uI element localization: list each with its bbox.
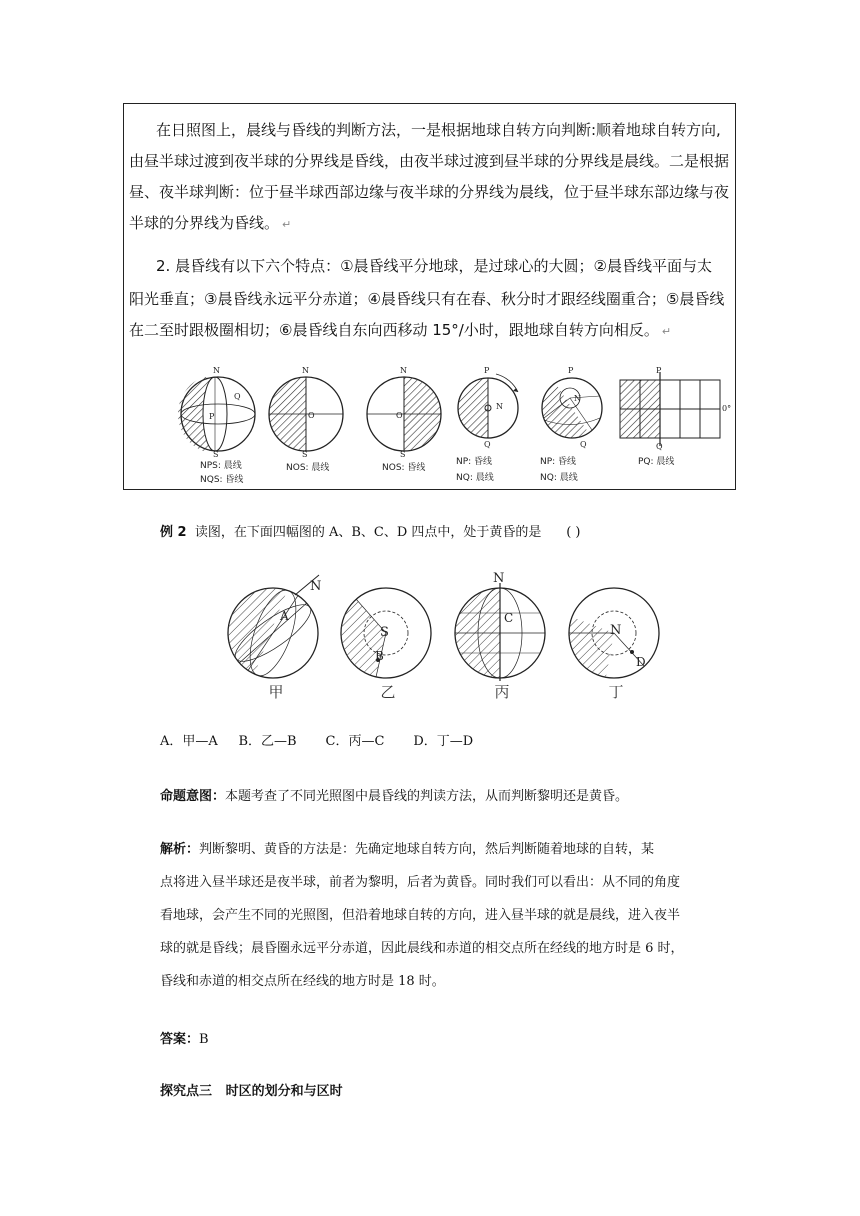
letter-p: P [656, 366, 662, 375]
globe-diagram [366, 366, 446, 456]
section-title: 时区的划分和与区时 [225, 1084, 343, 1099]
point-label: D [636, 655, 646, 669]
intent-paragraph [160, 785, 628, 804]
letter-p: P [568, 366, 574, 375]
figure-nos-2 [366, 366, 446, 488]
terminator-figures [176, 366, 736, 488]
letter-s: S [400, 450, 406, 459]
option-c: C．丙—C [325, 734, 385, 749]
globe-name: 甲 [268, 683, 284, 701]
example-question [160, 521, 581, 540]
globe-jia [226, 571, 326, 705]
analysis-line: 点将进入昼半球还是夜半球，前者为黎明，后者为黄昏。同时我们可以看出：从不同的角度 [160, 875, 681, 890]
letter-q: Q [484, 440, 491, 449]
caption: PQ: 晨线 [638, 457, 675, 467]
caption: NP: 昏线 [456, 457, 493, 467]
point-label: C [504, 611, 514, 625]
pole-label: N [310, 579, 322, 594]
figure-np-2 [536, 366, 616, 488]
analysis-label: 解析： [160, 842, 200, 857]
answer-value: B [199, 1032, 209, 1047]
point-label: A [280, 609, 289, 623]
section-label: 探究点三 [160, 1084, 213, 1099]
option-a: A．甲—A [160, 734, 218, 749]
globe-name: 乙 [380, 683, 396, 701]
answer-line [160, 1028, 209, 1047]
letter-n: N [302, 366, 309, 375]
letter-s: S [302, 450, 308, 459]
letter-p: P [209, 412, 215, 421]
letter-q: Q [580, 440, 587, 449]
globe-diagram [452, 571, 552, 681]
globe-diagram [176, 366, 256, 456]
pole-label: N [610, 623, 622, 638]
analysis-line: 昏线和赤道的相交点所在经线的地方时是 18 时。 [160, 974, 445, 989]
letter-p: P [484, 366, 490, 375]
caption: NQS: 昏线 [200, 475, 244, 485]
section-heading [160, 1080, 343, 1099]
letter-q: Q [656, 442, 663, 451]
box-line: 半球的分界线为昏线。 ↵ [129, 214, 292, 232]
letter-o: O [396, 411, 403, 420]
figure-nos-1 [268, 366, 348, 488]
analysis-line: 解析：判断黎明、黄昏的方法是：先确定地球自转方向，然后判断随着地球的自转，某 [160, 842, 655, 857]
globe-yi [338, 571, 438, 705]
example-text: 读图，在下面四幅图的 A、B、C、D 四点中，处于黄昏的是 [194, 525, 542, 540]
point-label: B [375, 649, 384, 663]
caption: NQ: 晨线 [456, 473, 494, 483]
figure-np-1 [452, 366, 532, 488]
figure-pq [616, 366, 736, 488]
globe-bing [452, 571, 552, 705]
globe-diagram [536, 366, 616, 448]
pole-label: S [380, 625, 389, 640]
letter-n: N [400, 366, 407, 375]
option-b: B．乙—B [238, 734, 297, 749]
figure-nps [176, 366, 256, 488]
letter-n: N [496, 402, 503, 411]
box-line: 昼、夜半球判断：位于昼半球西部边缘与夜半球的分界线为晨线，位于昼半球东部边缘与夜 [129, 183, 730, 201]
caption: NOS: 昏线 [382, 463, 426, 473]
box-line: 阳光垂直；③晨昏线永远平分赤道；④晨昏线只有在春、秋分时才跟经线圈重合；⑤晨昏线 [129, 290, 725, 308]
box-line: 在日照图上，晨线与昏线的判断方法，一是根据地球自转方向判断:顺着地球自转方向, [156, 121, 721, 139]
caption: NOS: 晨线 [286, 463, 330, 473]
intent-text: 本题考查了不同光照图中晨昏线的判读方法，从而判断黎明还是黄昏。 [225, 789, 629, 804]
caption: NPS: 晨线 [200, 461, 242, 471]
pole-label: N [493, 571, 505, 586]
caption: NP: 昏线 [540, 457, 577, 467]
globe-diagram [452, 366, 532, 448]
degree-label: 0° [722, 404, 732, 413]
globe-figures [226, 571, 666, 705]
letter-n: N [574, 394, 581, 403]
answer-paren: ( ) [566, 525, 581, 540]
explanation-box [123, 103, 736, 490]
option-d: D．丁—D [413, 734, 474, 749]
intent-label: 命题意图： [160, 789, 226, 804]
letter-o: O [308, 411, 315, 420]
analysis-line: 看地球，会产生不同的光照图，但沿着地球自转的方向，进入昼半球的就是晨线，进入夜半 [160, 908, 681, 923]
box-line: 2. 晨昏线有以下六个特点：①晨昏线平分地球，是过球心的大圆；②晨昏线平面与太 [156, 257, 712, 275]
analysis-line: 球的就是昏线；晨昏圈永远平分赤道，因此晨线和赤道的相交点所在经线的地方时是 6 时， [160, 941, 684, 956]
letter-n: N [213, 366, 220, 375]
caption: NQ: 晨线 [540, 473, 578, 483]
letter-s: S [213, 450, 219, 459]
box-line: 由昼半球过渡到夜半球的分界线是昏线，由夜半球过渡到昼半球的分界线是晨线。二是根据 [129, 152, 730, 170]
box-line: 在二至时跟极圈相切；⑥晨昏线自东向西移动 15°/小时，跟地球自转方向相反。 ↵ [129, 321, 672, 339]
return-mark: ↵ [661, 325, 672, 338]
answer-options [160, 730, 473, 749]
return-mark: ↵ [282, 218, 292, 231]
globe-name: 丙 [494, 683, 510, 701]
example-label: 例 2 [160, 525, 187, 540]
answer-label: 答案： [160, 1032, 200, 1047]
letter-q: Q [234, 392, 241, 401]
globe-name: 丁 [608, 683, 624, 701]
grid-diagram [616, 366, 736, 448]
globe-ding [566, 571, 666, 705]
